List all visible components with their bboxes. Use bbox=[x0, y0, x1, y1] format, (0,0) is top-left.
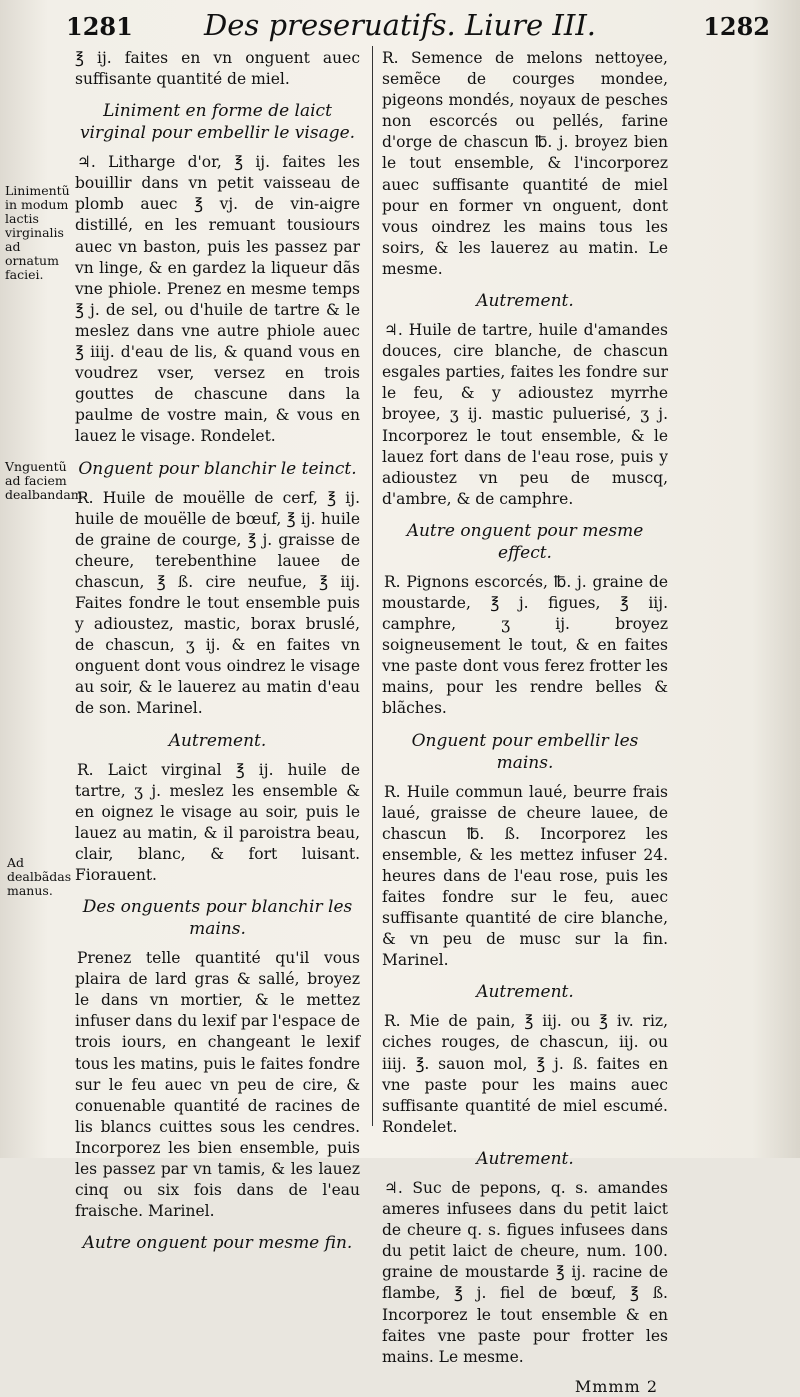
paragraph: R. Huile de mouëlle de cerf, ℥ ij. huile de mouëlle de bœuf, ℥ ij. huile de graine de courge, ℥ j. graisse de cheure, terebenthine lauee de chascun, ℥ ß. cire neufue, ℥ iij. Faites fondre le tout ensemble puis y adioustez, mastic, borax bruslé, de chascun, ʒ ij. & en faites vn onguent dont vous oindrez le visage au soir, & le lauerez au matin d'eau de son. Marinel. bbox=[75, 488, 360, 718]
section-heading: Autrement. bbox=[476, 1148, 574, 1169]
margin-note-mains: Ad dealbãdas manus. bbox=[7, 855, 72, 898]
section-heading: Autre onguent pour mesme fin. bbox=[82, 1233, 353, 1254]
signature-mark: Mmmm 2 bbox=[574, 1376, 658, 1396]
section-heading: Autrement. bbox=[168, 730, 267, 751]
left-column bbox=[75, 48, 360, 1262]
paragraph: ♃. Suc de pepons, q. s. amandes ameres infusees dans du petit laict de cheure q. s. figues infusees dans du petit laict de cheure, num. 100. graine de moustarde ℥ ij. racine de flambe, ℥ j. fiel de bœuf, ℥ ß. Incorporez le tout ensemble & en faites vne paste pour frotter les mains. Le mesme. bbox=[382, 1178, 668, 1366]
section-heading: Des onguents pour blanchir les mains. bbox=[82, 897, 353, 940]
paragraph: R. Mie de pain, ℥ iij. ou ℥ iv. riz, ciches rouges, de chascun, iij. ou iiij. ℥. sauon mol, ℥ j. ß. faites en vne paste pour les mains auec suffisante quantité de miel escumé. Rondelet. bbox=[382, 1012, 668, 1136]
paragraph: R. Huile commun laué, beurre frais laué, graisse de cheure lauee, de chascun ℔. ß. Incorporez les ensemble, & les mettez infuser 24. heures dans de l'eau rose, puis les faites fondre sur le feu, auec suffisante quantité de cire blanche, & vn peu de musc sur la fin. Marinel. bbox=[382, 782, 668, 970]
section-heading: Autrement. bbox=[476, 291, 574, 312]
margin-note-vnguent: Vnguentũ ad faciem dealbandam. bbox=[5, 459, 87, 502]
page-number-left: 1281 bbox=[66, 12, 133, 41]
paragraph: R. Semence de melons nettoyee, semẽce de courges mondee, pigeons mondés, noyaux de pesches non escorcés ou pellés, farine d'orge de chascun ℔. j. broyez bien le tout ensemble, & l'incorporez auec suffisante quantité de miel pour en former vn onguent, dont vous oindrez les mains tous les soirs, & les lauerez au matin. Le mesme. bbox=[382, 49, 668, 278]
margin-note-liniment: Linimentũ in modum lactis virginalis ad ornatum faciei. bbox=[5, 183, 70, 282]
section-heading: Autre onguent pour mesme effect. bbox=[406, 520, 644, 563]
section-heading: Onguent pour blanchir le teinct. bbox=[78, 458, 357, 479]
paragraph: R. Laict virginal ℥ ij. huile de tartre, ʒ j. meslez les ensemble & en oignez le visage au soir, puis le lauez au matin, & il paroistra beau, clair, blanc, & fort luisant. Fiorauent. bbox=[75, 760, 360, 884]
right-column bbox=[382, 48, 668, 1397]
page-number-right: 1282 bbox=[703, 12, 770, 41]
paragraph: ♃. Litharge d'or, ℥ ij. faites les bouillir dans vn petit vaisseau de plomb auec ℥ vj. de vin-aigre distillé, en les remuant tousiours auec vn baston, puis les passez par vn linge, & en gardez la liqueur dãs vne phiole. Prenez en mesme temps ℥ j. de sel, ou d'huile de tartre & le meslez dans vne autre phiole auec ℥ iiij. d'eau de lis, & quand vous en voudrez vser, versez en trois gouttes de chascune dans la paulme de vostre main, & vous en lauez le visage. Rondelet. bbox=[75, 153, 360, 446]
section-heading: Autrement. bbox=[476, 982, 574, 1003]
paragraph: Prenez telle quantité qu'il vous plaira de lard gras & sallé, broyez le dans vn mortier, & le mettez infuser dans du lexif par l'espace de trois iours, en changeant le lexif tous les matins, puis le faites fondre sur le feu auec vn peu de cire, & conuenable quantité de racines de lis blancs cuittes sous les cendres. Incorporez les bien ensemble, puis les passez par vn tamis, & les lauez cinq ou six fois dans de l'eau fraische. Marinel. bbox=[75, 949, 360, 1221]
paragraph: ℥ ij. faites en vn onguent auec suffisante quantité de miel. bbox=[75, 49, 360, 89]
column-divider bbox=[372, 46, 373, 1126]
section-heading: Onguent pour embellir les mains. bbox=[411, 730, 639, 773]
paragraph: R. Pignons escorcés, ℔. j. graine de moustarde, ℥ j. figues, ℥ iij. camphre, ʒ ij. broyez soigneusement le tout, & en faites vne paste dont vous ferez frotter les mains, pour les rendre belles & blãches. bbox=[382, 572, 668, 718]
page-header bbox=[0, 6, 800, 46]
running-title: Des preseruatifs. Liure III. bbox=[204, 8, 596, 42]
section-heading: Liniment en forme de laict virginal pour embellir le visage. bbox=[79, 101, 356, 144]
paragraph: ♃. Huile de tartre, huile d'amandes douces, cire blanche, de chascun esgales parties, faites les fondre sur le feu, & y adioustez myrrhe broyee, ʒ ij. mastic puluerisé, ʒ j. Incorporez le tout ensemble, & le lauez fort dans de l'eau rose, puis y adioustez vn peu de muscq, d'ambre, & de camphre. bbox=[382, 321, 668, 508]
